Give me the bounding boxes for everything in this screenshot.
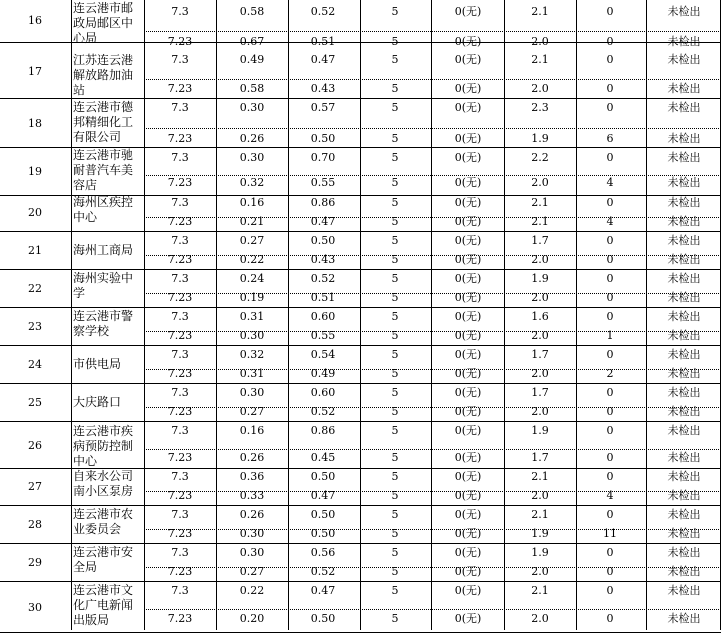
table-cell-c1: 0.21 — [239, 215, 265, 228]
row-divider — [144, 175, 721, 176]
table-cell-c6: 0 — [606, 234, 614, 247]
table-cell-c5: 1.9 — [531, 527, 549, 540]
table-cell-c1: 0.16 — [239, 424, 265, 437]
station-name: 大庆路口 — [73, 395, 122, 409]
table-cell-c1: 0.31 — [239, 310, 265, 323]
station-name: 海州区疾控中心 — [73, 195, 134, 224]
table-cell-c4: 0(无) — [454, 215, 482, 228]
table-cell-res: 未检出 — [667, 367, 701, 380]
table-cell-c1: 0.22 — [239, 584, 265, 597]
table-cell-c5: 1.7 — [531, 234, 549, 247]
table-cell-c3: 5 — [391, 489, 399, 502]
table-cell-ph: 7.3 — [171, 151, 189, 164]
table-cell-c1: 0.30 — [239, 329, 265, 342]
table-cell-c1: 0.31 — [239, 367, 265, 380]
block-divider — [0, 345, 721, 346]
table-cell-res: 未检出 — [667, 470, 701, 483]
block-divider — [0, 421, 721, 422]
table-cell-c3: 5 — [391, 451, 399, 464]
table-cell-c2: 0.47 — [310, 53, 336, 66]
table-cell-c5: 2.1 — [531, 215, 549, 228]
table-cell-ph: 7.23 — [167, 329, 193, 342]
table-cell-ph: 7.23 — [167, 489, 193, 502]
table-cell-c4: 0(无) — [454, 234, 482, 247]
table-cell-c5: 2.1 — [531, 584, 549, 597]
table-cell-c5: 2.0 — [531, 176, 549, 189]
table-cell-res: 未检出 — [667, 176, 701, 189]
block-divider — [0, 383, 721, 384]
table-cell-c1: 0.26 — [239, 132, 265, 145]
table-cell-c6: 0 — [606, 5, 614, 18]
table-cell-c2: 0.52 — [310, 272, 336, 285]
table-cell-c1: 0.26 — [239, 508, 265, 521]
block-divider — [0, 269, 721, 270]
table-cell-c6: 0 — [606, 470, 614, 483]
table-cell-c1: 0.58 — [239, 82, 265, 95]
table-cell-c3: 5 — [391, 234, 399, 247]
table-cell-ph: 7.3 — [171, 470, 189, 483]
station-name: 连云港市安全局 — [73, 545, 134, 574]
table-cell-ph: 7.23 — [167, 82, 193, 95]
table-cell-c3: 5 — [391, 82, 399, 95]
table-cell-ph: 7.3 — [171, 310, 189, 323]
table-cell-ph: 7.3 — [171, 5, 189, 18]
table-cell-c2: 0.50 — [310, 132, 336, 145]
table-cell-c4: 0(无) — [454, 151, 482, 164]
station-name: 连云港市驰耐普汽车美容店 — [73, 148, 134, 192]
station-name: 自来水公司南小区泵房 — [73, 469, 134, 498]
table-cell-ph: 7.3 — [171, 348, 189, 361]
block-divider — [0, 98, 721, 99]
station-number: 27 — [28, 480, 42, 493]
table-cell-ph: 7.3 — [171, 424, 189, 437]
table-cell-c2: 0.50 — [310, 527, 336, 540]
station-number: 19 — [28, 165, 42, 178]
table-cell-c5: 2.1 — [531, 5, 549, 18]
table-cell-ph: 7.23 — [167, 176, 193, 189]
table-cell-c3: 5 — [391, 329, 399, 342]
table-cell-ph: 7.3 — [171, 386, 189, 399]
table-cell-c2: 0.50 — [310, 508, 336, 521]
table-cell-c2: 0.50 — [310, 612, 336, 625]
table-cell-c2: 0.60 — [310, 310, 336, 323]
table-cell-c4: 0(无) — [454, 489, 482, 502]
table-cell-res: 未检出 — [667, 291, 701, 304]
table-cell-ph: 7.3 — [171, 272, 189, 285]
table-cell-c6: 6 — [606, 132, 614, 145]
table-cell-c4: 0(无) — [454, 367, 482, 380]
table-cell-c4: 0(无) — [454, 424, 482, 437]
table-cell-c4: 0(无) — [454, 5, 482, 18]
table-cell-c1: 0.32 — [239, 176, 265, 189]
table-cell-c4: 0(无) — [454, 527, 482, 540]
table-cell-c1: 0.30 — [239, 101, 265, 114]
table-cell-c5: 2.1 — [531, 196, 549, 209]
table-cell-c5: 2.0 — [531, 489, 549, 502]
table-cell-res: 未检出 — [667, 584, 701, 597]
table-cell-ph: 7.23 — [167, 253, 193, 266]
table-cell-ph: 7.3 — [171, 584, 189, 597]
station-number: 23 — [28, 320, 42, 333]
station-number: 17 — [28, 65, 42, 78]
table-cell-c4: 0(无) — [454, 291, 482, 304]
table-cell-c5: 2.0 — [531, 291, 549, 304]
table-cell-c2: 0.49 — [310, 367, 336, 380]
table-cell-c5: 1.7 — [531, 386, 549, 399]
table-cell-ph: 7.23 — [167, 132, 193, 145]
table-cell-c4: 0(无) — [454, 35, 482, 48]
table-cell-c2: 0.47 — [310, 584, 336, 597]
table-cell-c5: 2.1 — [531, 508, 549, 521]
station-name: 海州实验中学 — [73, 271, 134, 300]
table-cell-c2: 0.47 — [310, 489, 336, 502]
table-cell-c6: 0 — [606, 53, 614, 66]
table-cell-c1: 0.27 — [239, 234, 265, 247]
table-cell-c1: 0.16 — [239, 196, 265, 209]
column-divider — [720, 0, 721, 630]
table-cell-c2: 0.52 — [310, 565, 336, 578]
table-cell-c3: 5 — [391, 291, 399, 304]
table-cell-c6: 11 — [603, 527, 617, 540]
station-name: 江苏连云港解放路加油站 — [73, 53, 134, 97]
table-cell-c6: 0 — [606, 196, 614, 209]
table-cell-c6: 0 — [606, 405, 614, 418]
table-cell-c4: 0(无) — [454, 565, 482, 578]
station-number: 16 — [28, 14, 42, 27]
table-cell-c6: 0 — [606, 151, 614, 164]
table-cell-c3: 5 — [391, 272, 399, 285]
table-cell-c6: 0 — [606, 386, 614, 399]
table-cell-c6: 0 — [606, 451, 614, 464]
table-cell-c6: 0 — [606, 612, 614, 625]
table-cell-c1: 0.36 — [239, 470, 265, 483]
station-number: 24 — [28, 358, 42, 371]
table-cell-c5: 1.7 — [531, 451, 549, 464]
table-cell-c4: 0(无) — [454, 508, 482, 521]
table-cell-c2: 0.45 — [310, 451, 336, 464]
table-cell-res: 未检出 — [667, 489, 701, 502]
table-cell-c3: 5 — [391, 101, 399, 114]
table-cell-c5: 2.3 — [531, 101, 549, 114]
table-cell-c2: 0.47 — [310, 215, 336, 228]
table-cell-c2: 0.51 — [310, 35, 336, 48]
row-divider — [144, 449, 721, 450]
table-cell-c5: 2.0 — [531, 565, 549, 578]
station-number: 28 — [28, 518, 42, 531]
table-cell-c4: 0(无) — [454, 470, 482, 483]
table-cell-c6: 1 — [606, 329, 614, 342]
table-cell-ph: 7.3 — [171, 508, 189, 521]
table-cell-c3: 5 — [391, 527, 399, 540]
station-number: 25 — [28, 396, 42, 409]
table-cell-c6: 0 — [606, 508, 614, 521]
block-divider — [0, 231, 721, 232]
table-cell-c4: 0(无) — [454, 196, 482, 209]
table-cell-c2: 0.50 — [310, 234, 336, 247]
table-cell-ph: 7.23 — [167, 405, 193, 418]
table-cell-ph: 7.3 — [171, 53, 189, 66]
table-cell-c5: 2.0 — [531, 405, 549, 418]
table-cell-c2: 0.43 — [310, 82, 336, 95]
station-name: 连云港市文化广电新闻出版局 — [73, 583, 134, 627]
table-cell-c6: 0 — [606, 584, 614, 597]
table-cell-c3: 5 — [391, 565, 399, 578]
table-cell-ph: 7.3 — [171, 546, 189, 559]
table-cell-c6: 0 — [606, 291, 614, 304]
table-cell-c5: 2.0 — [531, 329, 549, 342]
table-cell-c4: 0(无) — [454, 310, 482, 323]
table-cell-c4: 0(无) — [454, 53, 482, 66]
table-cell-c5: 1.9 — [531, 272, 549, 285]
table-cell-res: 未检出 — [667, 565, 701, 578]
station-name: 连云港市邮政局邮区中心局 — [73, 1, 134, 45]
table-cell-res: 未检出 — [667, 132, 701, 145]
table-cell-res: 未检出 — [667, 234, 701, 247]
table-cell-c3: 5 — [391, 470, 399, 483]
table-cell-c2: 0.86 — [310, 424, 336, 437]
table-cell-c5: 2.0 — [531, 35, 549, 48]
table-cell-c4: 0(无) — [454, 612, 482, 625]
table-cell-c2: 0.54 — [310, 348, 336, 361]
table-cell-c4: 0(无) — [454, 329, 482, 342]
station-name: 连云港市警察学校 — [73, 309, 134, 338]
table-cell-c4: 0(无) — [454, 82, 482, 95]
table-cell-c5: 2.0 — [531, 253, 549, 266]
table-cell-c1: 0.19 — [239, 291, 265, 304]
station-name: 连云港市农业委员会 — [73, 507, 134, 536]
table-cell-c3: 5 — [391, 386, 399, 399]
table-cell-res: 未检出 — [667, 215, 701, 228]
table-cell-c6: 0 — [606, 253, 614, 266]
table-cell-res: 未检出 — [667, 348, 701, 361]
row-divider — [144, 609, 721, 610]
table-cell-c4: 0(无) — [454, 584, 482, 597]
table-cell-c6: 4 — [606, 215, 614, 228]
table-cell-c1: 0.22 — [239, 253, 265, 266]
table-cell-c2: 0.57 — [310, 101, 336, 114]
table-cell-ph: 7.23 — [167, 215, 193, 228]
table-cell-c1: 0.24 — [239, 272, 265, 285]
table-cell-c5: 1.9 — [531, 424, 549, 437]
table-cell-c3: 5 — [391, 151, 399, 164]
table-cell-c4: 0(无) — [454, 253, 482, 266]
table-cell-c2: 0.43 — [310, 253, 336, 266]
table-cell-c1: 0.30 — [239, 151, 265, 164]
table-cell-c6: 0 — [606, 310, 614, 323]
table-cell-c6: 4 — [606, 489, 614, 502]
table-cell-ph: 7.23 — [167, 367, 193, 380]
table-cell-c3: 5 — [391, 584, 399, 597]
table-cell-c4: 0(无) — [454, 405, 482, 418]
table-cell-res: 未检出 — [667, 253, 701, 266]
station-number: 21 — [28, 244, 42, 257]
table-cell-c3: 5 — [391, 196, 399, 209]
table-cell-c4: 0(无) — [454, 348, 482, 361]
table-cell-ph: 7.23 — [167, 291, 193, 304]
station-number: 20 — [28, 206, 42, 219]
table-cell-c2: 0.51 — [310, 291, 336, 304]
table-cell-c5: 1.9 — [531, 132, 549, 145]
block-divider — [0, 505, 721, 506]
table-cell-res: 未检出 — [667, 53, 701, 66]
table-cell-c6: 0 — [606, 35, 614, 48]
table-cell-c1: 0.49 — [239, 53, 265, 66]
table-cell-c4: 0(无) — [454, 176, 482, 189]
table-cell-res: 未检出 — [667, 196, 701, 209]
table-cell-c3: 5 — [391, 310, 399, 323]
table-cell-res: 未检出 — [667, 5, 701, 18]
table-cell-ph: 7.23 — [167, 527, 193, 540]
station-name: 海州工商局 — [73, 243, 134, 257]
table-cell-c1: 0.58 — [239, 5, 265, 18]
table-cell-c1: 0.33 — [239, 489, 265, 502]
table-cell-c1: 0.26 — [239, 451, 265, 464]
table-cell-c2: 0.50 — [310, 470, 336, 483]
table-cell-c6: 2 — [606, 367, 614, 380]
station-number: 22 — [28, 282, 42, 295]
table-cell-res: 未检出 — [667, 101, 701, 114]
table-cell-c1: 0.27 — [239, 565, 265, 578]
table-cell-c3: 5 — [391, 612, 399, 625]
table-cell-c4: 0(无) — [454, 101, 482, 114]
table-cell-res: 未检出 — [667, 329, 701, 342]
table-cell-c1: 0.67 — [239, 35, 265, 48]
table-cell-c2: 0.52 — [310, 405, 336, 418]
station-number: 30 — [28, 600, 42, 614]
table-cell-ph: 7.3 — [171, 196, 189, 209]
table-cell-c5: 2.0 — [531, 367, 549, 380]
table-cell-ph: 7.3 — [171, 234, 189, 247]
table-cell-c3: 5 — [391, 253, 399, 266]
table-cell-c5: 1.7 — [531, 348, 549, 361]
table-cell-res: 未检出 — [667, 82, 701, 95]
table-cell-c6: 0 — [606, 348, 614, 361]
column-divider — [71, 0, 72, 630]
table-cell-c1: 0.30 — [239, 546, 265, 559]
station-number: 26 — [28, 438, 42, 452]
table-cell-res: 未检出 — [667, 386, 701, 399]
table-cell-c2: 0.60 — [310, 386, 336, 399]
station-name: 连云港市德邦精细化工有限公司 — [73, 100, 134, 144]
table-cell-c2: 0.52 — [310, 5, 336, 18]
column-divider — [646, 0, 647, 630]
table-cell-c3: 5 — [391, 424, 399, 437]
table-cell-c2: 0.55 — [310, 176, 336, 189]
table-cell-c4: 0(无) — [454, 546, 482, 559]
table-cell-ph: 7.23 — [167, 565, 193, 578]
table-cell-c5: 1.6 — [531, 310, 549, 323]
table-cell-res: 未检出 — [667, 151, 701, 164]
table-cell-res: 未检出 — [667, 527, 701, 540]
table-cell-c2: 0.56 — [310, 546, 336, 559]
block-divider — [0, 543, 721, 544]
table-cell-c5: 2.2 — [531, 151, 549, 164]
station-name: 连云港市疾病预防控制中心 — [73, 424, 134, 468]
table-cell-c5: 2.0 — [531, 82, 549, 95]
table-cell-c6: 0 — [606, 546, 614, 559]
table-cell-c3: 5 — [391, 176, 399, 189]
table-cell-c3: 5 — [391, 348, 399, 361]
row-divider — [144, 128, 721, 129]
station-name: 市供电局 — [73, 357, 122, 371]
table-cell-c6: 4 — [606, 176, 614, 189]
table-cell-c3: 5 — [391, 53, 399, 66]
table-cell-c2: 0.86 — [310, 196, 336, 209]
table-cell-c6: 0 — [606, 101, 614, 114]
table-cell-c2: 0.55 — [310, 329, 336, 342]
table-cell-c3: 5 — [391, 508, 399, 521]
table-cell-c2: 0.70 — [310, 151, 336, 164]
table-cell-c1: 0.30 — [239, 386, 265, 399]
table-cell-c1: 0.20 — [239, 612, 265, 625]
block-divider — [0, 307, 721, 308]
table-cell-res: 未检出 — [667, 546, 701, 559]
table-cell-res: 未检出 — [667, 35, 701, 48]
table-cell-ph: 7.23 — [167, 451, 193, 464]
table-cell-c4: 0(无) — [454, 451, 482, 464]
table-cell-c4: 0(无) — [454, 132, 482, 145]
table-cell-c3: 5 — [391, 132, 399, 145]
table-cell-c1: 0.32 — [239, 348, 265, 361]
table-cell-c6: 0 — [606, 565, 614, 578]
table-cell-c3: 5 — [391, 367, 399, 380]
table-cell-c6: 0 — [606, 82, 614, 95]
block-divider — [0, 581, 721, 582]
table-cell-ph: 7.23 — [167, 35, 193, 48]
table-cell-c5: 2.1 — [531, 470, 549, 483]
table-cell-c3: 5 — [391, 405, 399, 418]
row-divider — [144, 31, 721, 32]
row-divider — [144, 79, 721, 80]
table-cell-res: 未检出 — [667, 508, 701, 521]
table-cell-c1: 0.27 — [239, 405, 265, 418]
table-cell-c3: 5 — [391, 5, 399, 18]
table-cell-c1: 0.30 — [239, 527, 265, 540]
table-cell-c3: 5 — [391, 546, 399, 559]
column-divider — [431, 0, 432, 630]
table-cell-c4: 0(无) — [454, 386, 482, 399]
table-cell-c5: 2.1 — [531, 53, 549, 66]
station-number: 18 — [28, 116, 42, 130]
table-cell-res: 未检出 — [667, 612, 701, 625]
table-cell-res: 未检出 — [667, 424, 701, 437]
station-number: 29 — [28, 556, 42, 569]
table-cell-c3: 5 — [391, 35, 399, 48]
table-cell-c5: 2.0 — [531, 612, 549, 625]
table-cell-ph: 7.3 — [171, 101, 189, 114]
table-cell-c3: 5 — [391, 215, 399, 228]
table-cell-res: 未检出 — [667, 451, 701, 464]
table-cell-res: 未检出 — [667, 405, 701, 418]
table-cell-c6: 0 — [606, 272, 614, 285]
table-cell-ph: 7.23 — [167, 612, 193, 625]
table-cell-res: 未检出 — [667, 310, 701, 323]
table-cell-c4: 0(无) — [454, 272, 482, 285]
table-cell-res: 未检出 — [667, 272, 701, 285]
table-cell-c6: 0 — [606, 424, 614, 437]
table-cell-c5: 1.9 — [531, 546, 549, 559]
